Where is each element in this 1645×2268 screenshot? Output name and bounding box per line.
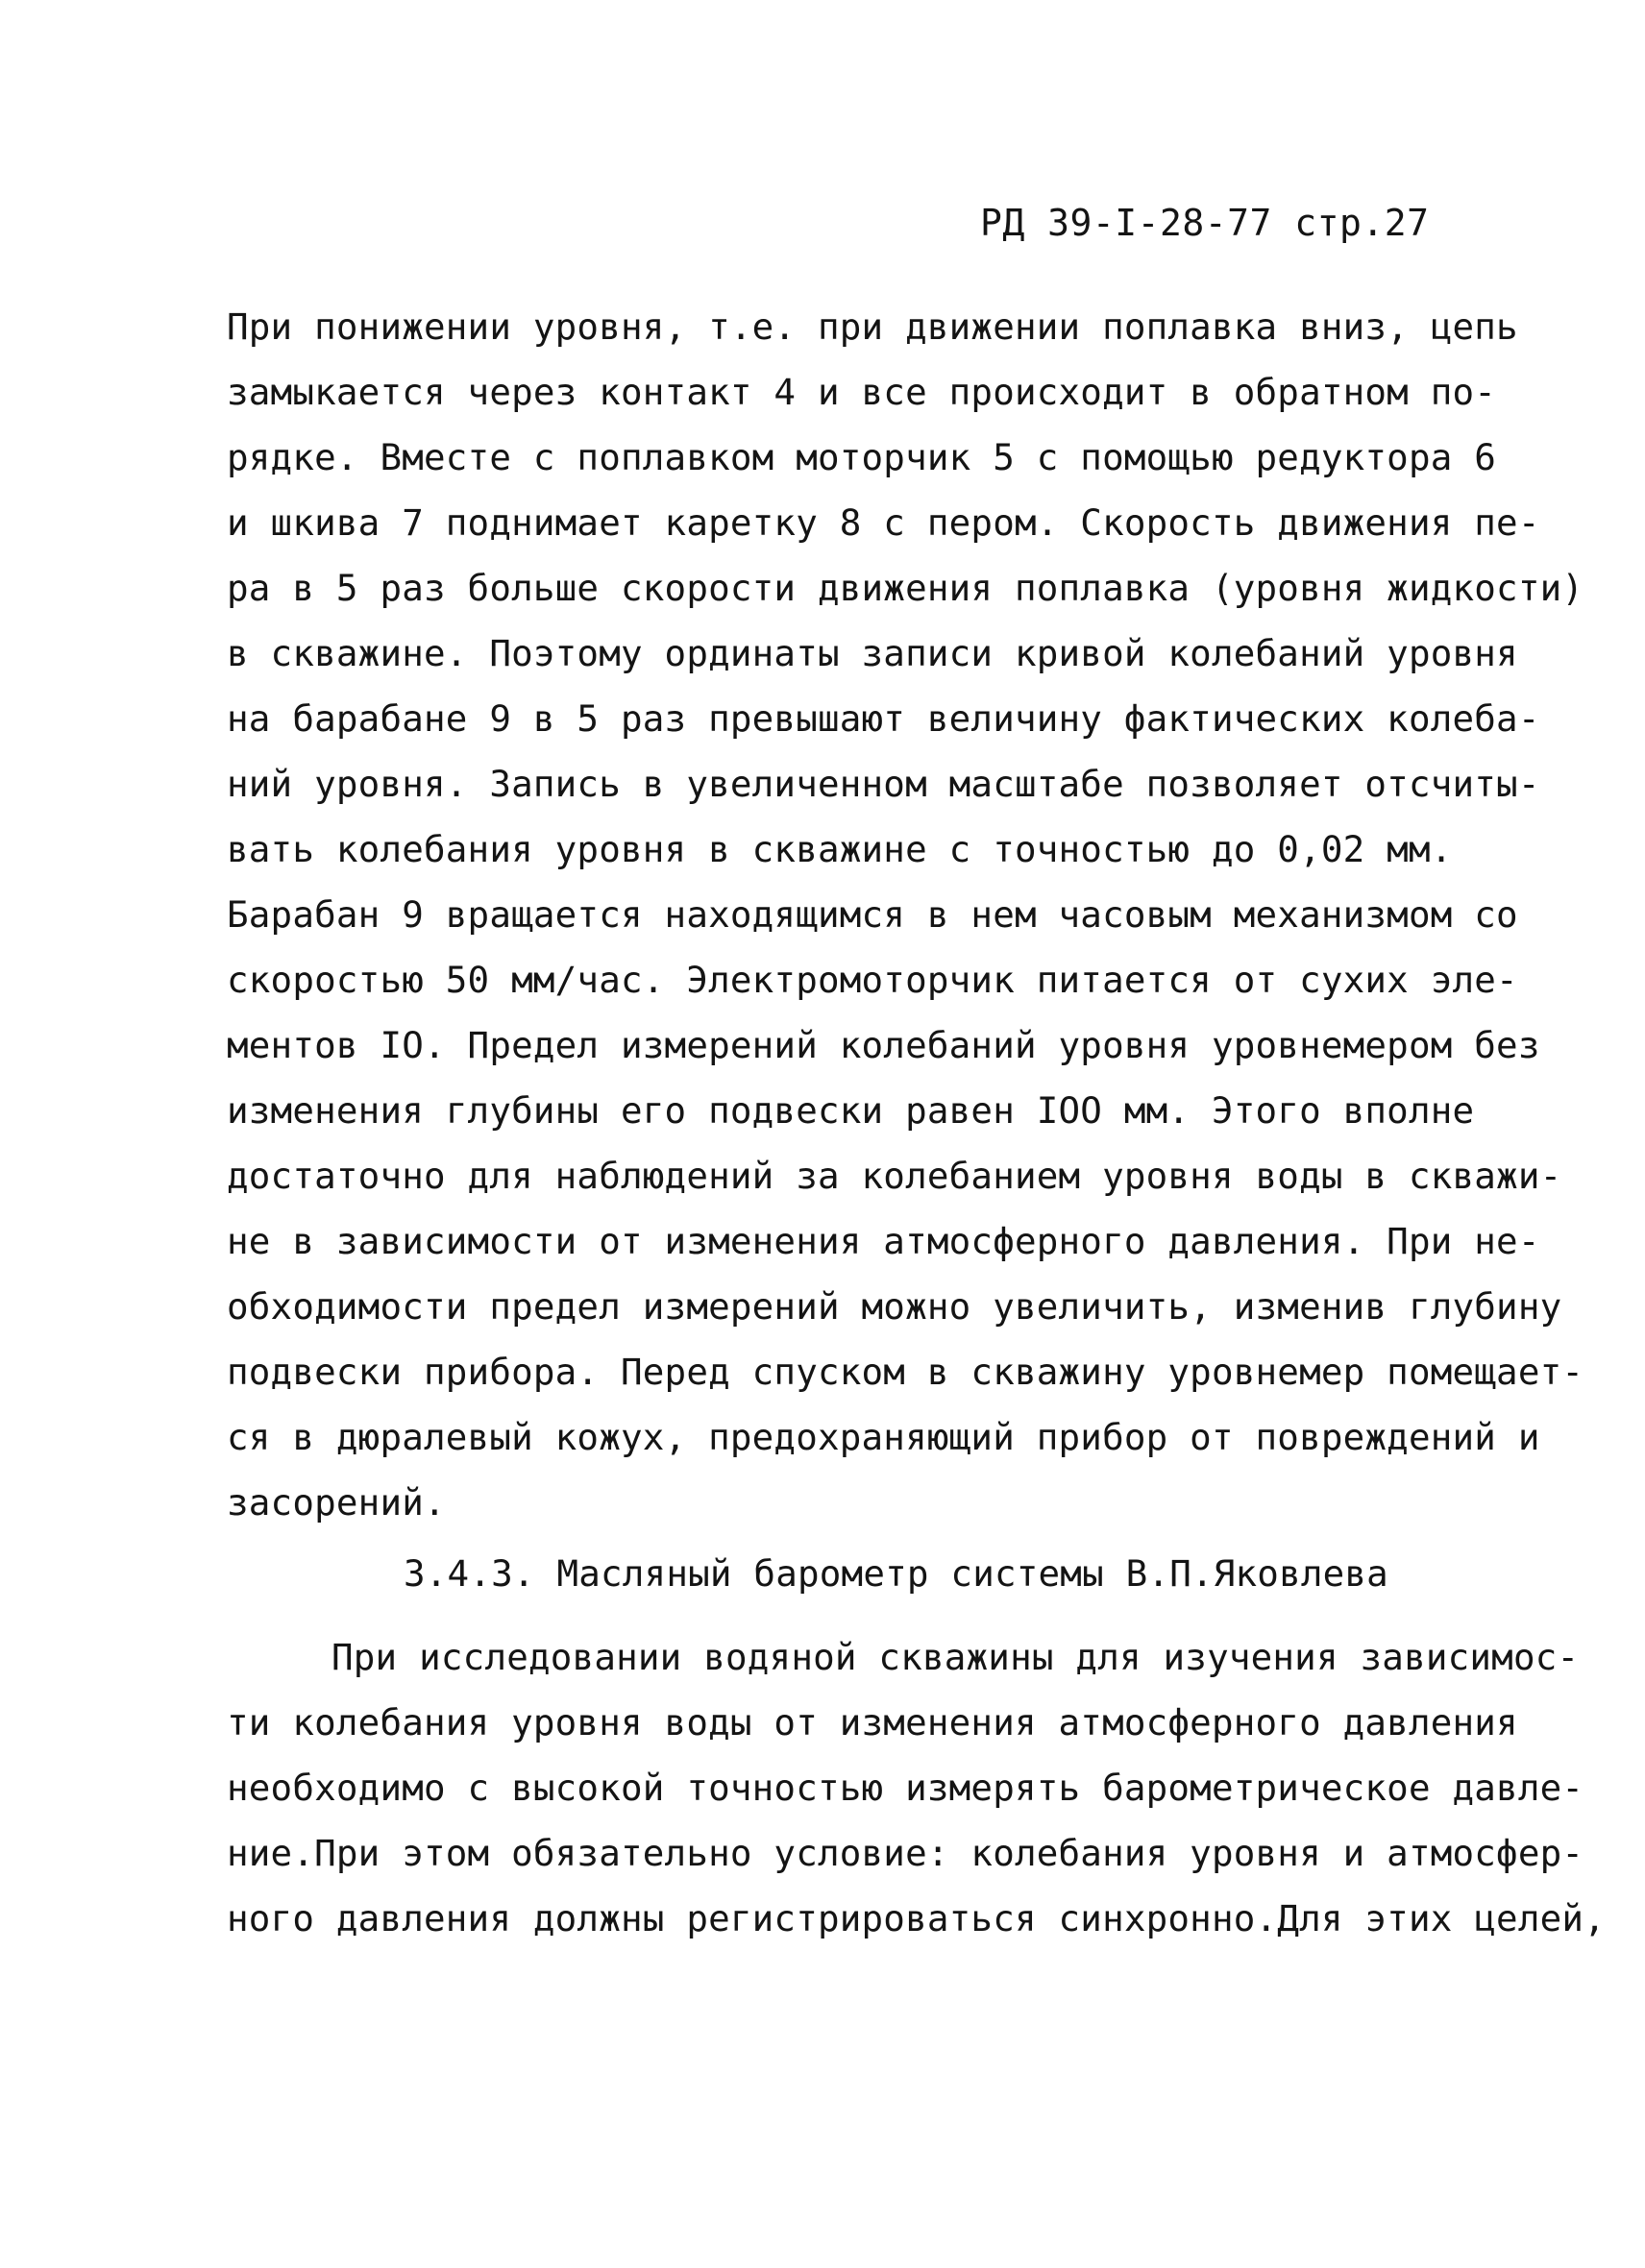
- text-line: не в зависимости от изменения атмосферного давления. При не-: [227, 1220, 1540, 1262]
- text-line: рядке. Вместе с поплавком моторчик 5 с помощью редуктора 6: [227, 436, 1497, 478]
- text-line: Барабан 9 вращается находящимся в нем часовым механизмом со: [227, 893, 1518, 936]
- text-line: ра в 5 раз больше скорости движения поплавка (уровня жидкости): [227, 567, 1584, 609]
- text-line: скоростью 50 мм/час. Электромоторчик питается от сухих эле-: [227, 959, 1518, 1001]
- text-line: необходимо с высокой точностью измерять барометрическое давле-: [227, 1767, 1584, 1809]
- text-line: ние.При этом обязательно условие: колебания уровня и атмосфер-: [227, 1832, 1584, 1874]
- section-heading: 3.4.3. Масляный барометр системы В.П.Яковлева: [404, 1552, 1388, 1595]
- text-line: обходимости предел измерений можно увеличить, изменив глубину: [227, 1285, 1562, 1328]
- text-line: подвески прибора. Перед спуском в скважину уровнемер помещает-: [227, 1351, 1584, 1393]
- text-line: достаточно для наблюдений за колебанием уровня воды в скважи-: [227, 1155, 1562, 1197]
- text-line: ся в дюралевый кожух, предохраняющий прибор от повреждений и: [227, 1416, 1540, 1458]
- page-header: РД 39-I-28-77 стр.27: [980, 202, 1430, 244]
- text-line: ний уровня. Запись в увеличенном масштабе позволяет отсчиты-: [227, 763, 1540, 805]
- text-line: При понижении уровня, т.е. при движении поплавка вниз, цепь: [227, 305, 1518, 348]
- text-line: ментов IO. Предел измерений колебаний уровня уровнемером без: [227, 1024, 1540, 1066]
- text-line: вать колебания уровня в скважине с точностью до 0,02 мм.: [227, 828, 1453, 870]
- text-line: ти колебания уровня воды от изменения атмосферного давления: [227, 1701, 1518, 1744]
- text-line: на барабане 9 в 5 раз превышают величину фактических колеба-: [227, 697, 1540, 740]
- text-line: изменения глубины его подвески равен IOO мм. Этого вполне: [227, 1089, 1475, 1132]
- text-line: При исследовании водяной скважины для изучения зависимос-: [331, 1636, 1580, 1678]
- text-line: и шкива 7 поднимает каретку 8 с пером. Скорость движения пе-: [227, 501, 1540, 544]
- text-line: замыкается через контакт 4 и все происходит в обратном по-: [227, 371, 1497, 413]
- text-line: в скважине. Поэтому ординаты записи кривой колебаний уровня: [227, 632, 1518, 674]
- text-line: ного давления должны регистрироваться синхронно.Для этих целей,: [227, 1897, 1606, 1939]
- text-line: засорений.: [227, 1481, 446, 1524]
